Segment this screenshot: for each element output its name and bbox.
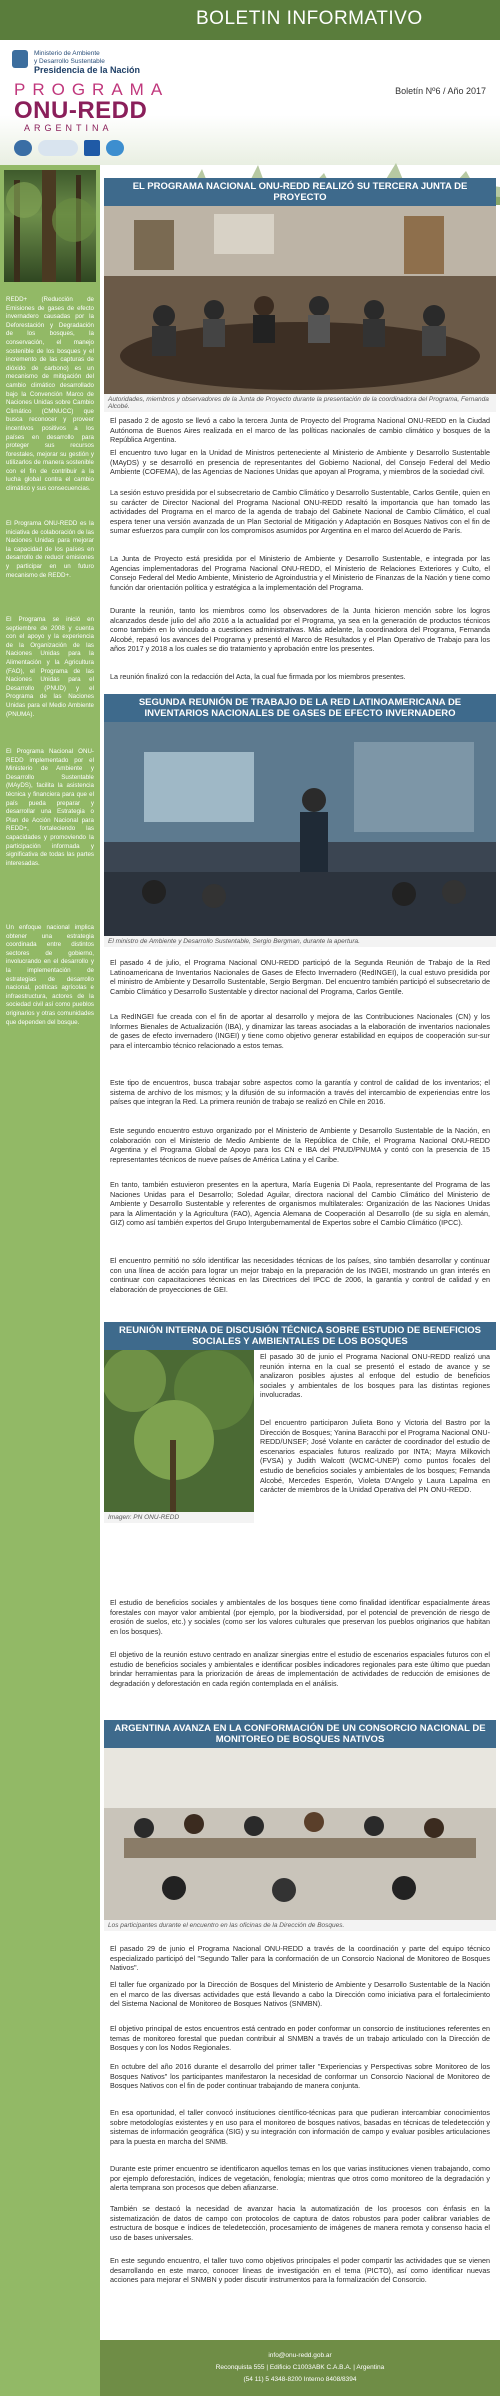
photo-consorcio [104,1748,496,1920]
undp-logo-icon [84,140,100,156]
sidebar [0,165,100,2396]
programa-label: PROGRAMA [14,80,170,99]
paragraph: El pasado 29 de junio el Programa Nacional ONU-REDD a través de la coordinación y parte del equipo técnico especializado participó del "Segundo Taller para la conformación de un Consorcio Nacional de Monitoreo de Bosques Nativos". [110,1944,490,1973]
paragraph: El taller fue organizado por la Dirección de Bosques del Ministerio de Ambiente y Desarrollo Sustentable de la Nación en el marco de las diversas actividades que está llevando a cabo la Dirección como iniciativa para el fortalecimiento del Sistema Nacional de Monitoreo de Bosques Nativos (SNMBN). [110,1980,490,2009]
sidebar-start-text: El Programa se inició en septiembre de 2008 y cuenta con el apoyo y la experiencia de la Organización de las Naciones Unidas para la Alimentación y la Agricultura (FAO), el Programa de las Naciones Unidas para el Desarrollo (PNUD) y el Programa de las Naciones Unidas para el Medio Ambiente (PNUMA). [6,616,94,718]
section-title-junta: EL PROGRAMA NACIONAL ONU-REDD REALIZÓ SU TERCERA JUNTA DE PROYECTO [104,178,496,206]
footer [100,2340,500,2396]
photo-redingei [104,722,496,936]
caption-redingei: El ministro de Ambiente y Desarrollo Sustentable, Sergio Bergman, durante la apertura. [104,936,496,947]
paragraph: Este segundo encuentro estuvo organizado por el Ministerio de Ambiente y Desarrollo Sustentable de la Nación, en colaboración con el Ministerio de Medio Ambiente de la República de Chile, el Programa Nacional ONU-REDD Argentina y el Programa Global de Apoyo para los CN e IBA del PNUD/PNUMA y contó con la presencia de 15 representantes técnicos de nueve países de América Latina y el Caribe. [110,1126,490,1164]
photo-forest-study [104,1350,254,1512]
program-name-logo: ONU-REDD [14,97,148,124]
paragraph: También se destacó la necesidad de avanzar hacia la automatización de los procesos con énfasis en la sistematización de datos de campo con protocolos de captura de datos robustos para poder calibrar variables de estructura de bosque e índices de teledetección, procesamiento de imágenes de manera remota y consenso hacia el uso de bases universales. [110,2204,490,2242]
paragraph: El estudio de beneficios sociales y ambientales de los bosques tiene como finalidad identificar espacialmente áreas forestales con mayor valor ambiental (por ejemplo, por la biodiversidad, por el potencial de prevención de riesgo de erosión de suelos, etc.) y sociales (como ser los valores culturales que preservan los pueblos originarios que habitan en los bosques). [110,1598,490,1636]
ministry-name-line1: Ministerio de Ambiente [34,50,100,57]
paragraph: La RedINGEI fue creada con el fin de aportar al desarrollo y mejora de las Contribuciones Nacionales (CN) y los Informes Bienales de Actualización (IBA), y dinamizar las tareas asociadas a la elaboración de inventarios nacionales de gases de efecto invernadero (INGEI) y tiene como objetivo generar estabilidad en equipos de cooperación sur-sur para el intercambio técnico relacionado a estos temas. [110,1012,490,1050]
paragraph: En tanto, también estuvieron presentes en la apertura, María Eugenia Di Paola, representante del Programa de las Naciones Unidas para el Desarrollo; Soledad Aguilar, directora nacional del Cambio Climático del Ministerio de Ambiente y Desarrollo Sustentable y referentes de organismos multilaterales: Organización de las Naciones Unidas para la Alimentación y la Agricultura (FAO), Agencia Alemana de Cooperación al Desarrollo (de su sigla en alemán, GIZ) como así también expertos del Grupo Intergubernamental de Expertos sobre el Cambio Climático (IPCC). [110,1180,490,1228]
paragraph: La reunión finalizó con la redacción del Acta, la cual fue firmada por los miembros presentes. [110,672,406,681]
issue-number: Boletín Nº6 / Año 2017 [395,86,486,96]
unep-logo-icon [106,140,124,156]
fao-text-logo-icon [38,140,78,156]
speaker-photo-icon [104,722,496,936]
sidebar-approach-text: Un enfoque nacional implica obtener una estrategia coordinada entre distintos sectores de gobierno, involucrando en el desarrollo y la implementación de estrategias de desarrollo nacional, políticas agrícolas e infraestructura, actores de la sociedad civil así como pueblos originarios y otras comunidades que dependen del bosque. [6,924,94,1026]
ministry-name-line2: y Desarrollo Sustentable [34,58,105,65]
sidebar-program-text: El Programa ONU-REDD es la iniciativa de colaboración de las Naciones Unidas para mejorar la capacidad de los países en desarrollo de reducir emisiones y participar en un futuro mecanismo de REDD+. [6,520,94,579]
forest-photo-icon [104,1350,254,1512]
sidebar-redd-text: REDD+ (Reducción de Emisiones de gases de efecto invernadero causadas por la Deforestación y Degradación de los bosques, la conservación, el manejo sostenible de los bosques y el incremento de las capturas de dióxido de carbono) es un mecanismo de mitigación del cambio climático desarrollado bajo la Convención Marco de Naciones Unidas sobre Cambio Climático (CMNUCC) que busca reconocer y proveer incentivos positivos a los países en desarrollo para proteger sus recursos forestales, mejorar su gestión y utilizarlos de manera sostenible con el fin de contribuir a la lucha global contra el cambio climático y sus consecuencias. [6,296,94,493]
paragraph: La Junta de Proyecto está presidida por el Ministerio de Ambiente y Desarrollo Sustentable, e integrada por las Agencias implementadoras del Programa Nacional ONU-REDD, el Ministerio de Relaciones Exteriores y Culto, el Consejo Federal del Medio Ambiente, Ministerio de Agroindustria y el Ministerio de Finanzas de la Nación y tiene como función dar orientación política y estratégica a la implementación del Programa. [110,554,490,592]
caption-junta: Autoridades, miembros y observadores de la Junta de Proyecto durante la presentación de la coordinadora del Programa, Fernanda Alcobé. [104,394,496,412]
paragraph: El pasado 30 de junio el Programa Nacional ONU-REDD realizó una reunión interna en la cual se presentó el estado de avance y se analizaron posibles ajustes al enfoque del estudio de beneficios sociales y ambientales de los bosques para las distintas regiones involucradas. [260,1352,490,1400]
paragraph: El objetivo principal de estos encuentros está centrado en poder conformar un consorcio de instituciones referentes en temas de monitoreo forestal que puedan contribuir al SNMBN a través de un trabajo articulado con la Dirección de Bosques y con los Nodos Regionales. [110,2024,490,2053]
paragraph: En octubre del año 2016 durante el desarrollo del primer taller "Experiencias y Perspectivas sobre Monitoreo de los Bosques Nativos" los participantes manifestaron la necesidad de conformar un Consorcio Nacional de Monitoreo de Bosques Nativos con el fin de poder continuar trabajando de manera conjunta. [110,2062,490,2091]
sidebar-national-text: El Programa Nacional ONU-REDD implementado por el Ministerio de Ambiente y Desarrollo Sustentable (MAyDS), facilita la asistencia técnica y financiera para que el país pueda preparar y desarrollar una Estrategia o Plan de Acción Nacional para REDD+, fortaleciendo las capacidades y promoviendo la participación informada y significativa de todas las partes interesadas. [6,748,94,867]
paragraph: Durante este primer encuentro se identificaron aquellos temas en los que varias instituciones vienen trabajando, como por ejemplo deforestación, índices de vegetación, fenología; mientras que otros como monitoreo de la degradación y alerta temprana son procesos que deben afianzarse. [110,2164,490,2193]
paragraph: La sesión estuvo presidida por el subsecretario de Cambio Climático y Desarrollo Sustentable, Carlos Gentile, quien en su carácter de Director Nacional del Programa Nacional ONU-REDD resaltó la importancia que han tomado las actividades del Programa en el marco de la agenda de trabajo del Gabinete Nacional de Cambio Climático, el cual espera tener una versión avanzada de un Plan Sectorial de Mitigación y Adaptación en Bosques Nativos con el fin de sumar esfuerzos para cumplir con los compromisos asumidos por Argentina en el marco del Acuerdo de París. [110,488,490,536]
paragraph: El pasado 2 de agosto se llevó a cabo la tercera Junta de Proyecto del Programa Nacional ONU-REDD en la Ciudad Autónoma de Buenos Aires realizada en el marco de las políticas nacionales de cambio climático y bosques de la República Argentina. [110,416,490,445]
country-label: ARGENTINA [24,123,113,133]
bulletin-title: BOLETIN INFORMATIVO [196,8,423,29]
paragraph: El pasado 4 de julio, el Programa Nacional ONU-REDD participó de la Segunda Reunión de Trabajo de la Red Latinoamericana de Inventarios Nacionales de Gases de Efecto Invernadero (RedINGEI), la cual estuvo presidida por el ministro de Ambiente y Desarrollo Sustentable, Sergio Bergman. Del encuentro también participó el subsecretario de Cambio Climático y Desarrollo Sustentable y director nacional del Programa, Carlos Gentile. [110,958,490,996]
header-band [0,0,500,40]
meeting-room-photo-icon [104,206,496,394]
paragraph: El encuentro tuvo lugar en la Unidad de Ministros perteneciente al Ministerio de Ambiente y Desarrollo Sustentable (MAyDS) y se desarrolló en presencia de representantes del Gobierno Nacional, del Consejo Federal del Medio Ambiente (COFEMA), de las Agencias de Naciones Unidas que apoyan al Programa, y miembros de la sociedad civil. [110,448,490,477]
presidency-label: Presidencia de la Nación [34,65,141,75]
paragraph: Este tipo de encuentros, busca trabajar sobre aspectos como la garantía y control de calidad de los inventarios; el sistema de archivo de los mismos; y la difusión de su información a través del intercambio de experiencias entre los países que integran la Red. La primera reunión de trabajo se realizó en Chile en 2016. [110,1078,490,1107]
workshop-photo-icon [104,1748,496,1920]
argentina-seal-icon [12,50,28,68]
paragraph: En este segundo encuentro, el taller tuvo como objetivos principales el poder compartir las actividades que se vienen desarrollando en este marco, conocer líneas de investigación en el tema (PICTO), así como identificar nuevas acciones para mejorar el SNMBN y poder discutir instrumentos para la formalización del Consorcio. [110,2256,490,2285]
photo-junta-meeting [104,206,496,394]
section-title-redingei: SEGUNDA REUNIÓN DE TRABAJO DE LA RED LATINOAMERICANA DE INVENTARIOS NACIONALES DE GASES DE EFECTO INVERNADERO [104,694,496,722]
footer-phone: (54 11) 5 4348-8200 Interno 8408/8394 [243,2376,357,2383]
paragraph: El objetivo de la reunión estuvo centrado en analizar sinergias entre el estudio de escenarios espaciales futuros con el estudio de beneficios sociales y ambientales e identificar posibles indicadores regionales para este último que puedan brindar herramientas para la priorización de áreas de implementación de actividades de reducción de emisiones de degradación y deforestación en cada región contemplada en el análisis. [110,1650,490,1688]
footer-email-link[interactable]: info@onu-redd.gob.ar [268,2352,332,2359]
tree-trunk-icon [4,170,96,282]
paragraph: Del encuentro participaron Julieta Bono y Victoria del Bastro por la Dirección de Bosques; Yanina Baracchi por el Programa Nacional ONU-REDD/UNSEF; José Volante en carácter de coordinador del estudio de escenarios espaciales futuros realizado por INTA; Mayra Milkovich (FVSA) y Judith Walcott (WCMC-UNEP) como puntos focales del estudio de beneficios sociales y ambientales de los bosques; Fernanda Alcobé, Mercedes Esperón, Violeta D'Angelo y Laura Lapalma en carácter de miembros de la Unidad Operativa del PN ONU-REDD. [260,1418,490,1495]
fao-logo-icon [14,140,32,156]
section-title-beneficios: REUNIÓN INTERNA DE DISCUSIÓN TÉCNICA SOBRE ESTUDIO DE BENEFICIOS SOCIALES Y AMBIENTALES DE LOS BOSQUES [104,1322,496,1350]
caption-beneficios: Imagen: PN ONU-REDD [104,1512,254,1523]
sidebar-forest-photo [4,170,96,282]
footer-address: Reconquista 555 | Edificio C1003ABK C.A.B.A. | Argentina [215,2364,385,2371]
paragraph: En esa oportunidad, el taller convocó instituciones científico-técnicas para que pudieran intercambiar conocimientos sobre metodologías existentes y en uso para el monitoreo de bosques nativos, basadas en técnicas de teledetección y sistemas de información geográfica (SIG) y su integración con información de campo y evaluar posibles articulaciones para la puesta en marcha del SNMB. [110,2108,490,2146]
paragraph: Durante la reunión, tanto los miembros como los observadores de la Junta hicieron mención sobre los logros alcanzados desde julio del año 2016 a la actualidad por el Programa, ya sea en la generación de productos técnicos como también en lo vinculado a cuestiones administrativas. Más adelante, la coordinadora del Programa, Fernanda Alcobé, repasó los avances del Programa y presentó el Marco de Resultados y el Plan Operativo de Trabajo para los años 2017 y 2018 a los cuales se dio tratamiento y aprobación entre los presentes. [110,606,490,654]
caption-consorcio: Los participantes durante el encuentro en las oficinas de la Dirección de Bosques. [104,1920,496,1931]
section-title-consorcio: ARGENTINA AVANZA EN LA CONFORMACIÓN DE UN CONSORCIO NACIONAL DE MONITOREO DE BOSQUES NATIVOS [104,1720,496,1748]
paragraph: El encuentro permitió no sólo identificar las necesidades técnicas de los países, sino también desarrollar y continuar con una línea de acción para lograr un mejor trabajo en la preparación de los INGEI, mostrando un gran interés en continuar con capacitaciones técnicas en las Directrices del IPCC de 2006, la garantía y control de calidad y en elaboración de proyecciones de GEI. [110,1256,490,1294]
